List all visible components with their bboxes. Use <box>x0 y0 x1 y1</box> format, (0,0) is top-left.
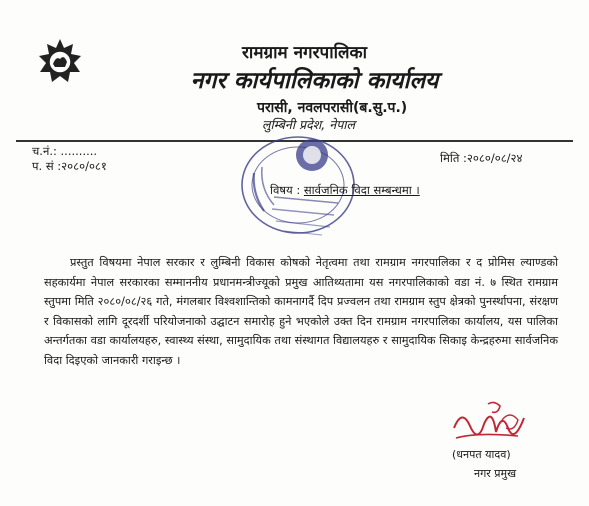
subject-label: विषय : <box>270 183 301 197</box>
province-line: लुम्बिनी प्रदेश, नेपाल <box>262 117 356 132</box>
cha-number: च.नं.: .......... <box>32 144 98 158</box>
letter-date: मिति :२०८०/०८/२४ <box>440 151 523 165</box>
signature <box>448 398 528 450</box>
office-name: नगर कार्यपालिकाको कार्यालय <box>190 68 439 94</box>
pa-sa-number: प. सं :२०८०/०८१ <box>32 159 107 173</box>
subject-line <box>270 183 420 198</box>
letter-body: प्रस्तुत विषयमा नेपाल सरकार र लुम्बिनी विकास कोषको नेतृत्वमा तथा रामग्राम नगरपालिका र द प्रोमिस ल्याण्डको सहकार्यमा नेपाल सरकारका सम्माननीय प्रधानमन्त्रीज्यूको प्रमुख आतिथ्यतामा यस नगरपालिकाको वडा नं. ७ स्थित रामग्राम स्तुपमा मिति २०८०/०८/२६ गते, मंगलबार विश्वशान्तिको कामनागर्दै दिप प्रज्वलन तथा रामग्राम स्तुप क्षेत्रको पुनर्स्थापना, संरक्षण र विकासको लागि दूरदर्शी परियोजनाको उद्घाटन समारोह हुने भएकोले उक्त दिन रामग्राम नगरपालिका कार्यालय, यस पालिका अन्तर्गतका वडा कार्यालयहरु, स्वास्थ्य संस्था, सामुदायिक तथा संस्थागत विद्यालयहरु र सामुदायिक सिकाइ केन्द्रहरुमा सार्वजनिक विदा दिइएको जानकारी गराइन्छ । <box>44 256 558 367</box>
signatory-name: (धनपत यादव) <box>452 448 511 461</box>
signatory-title: नगर प्रमुख <box>474 467 517 480</box>
subject-text: सार्वजनिक विदा सम्बन्धमा । <box>303 183 420 197</box>
municipality-name: रामग्राम नगरपालिका <box>241 43 367 63</box>
district-line: परासी, नवलपरासी(ब.सु.प.) <box>257 100 408 116</box>
